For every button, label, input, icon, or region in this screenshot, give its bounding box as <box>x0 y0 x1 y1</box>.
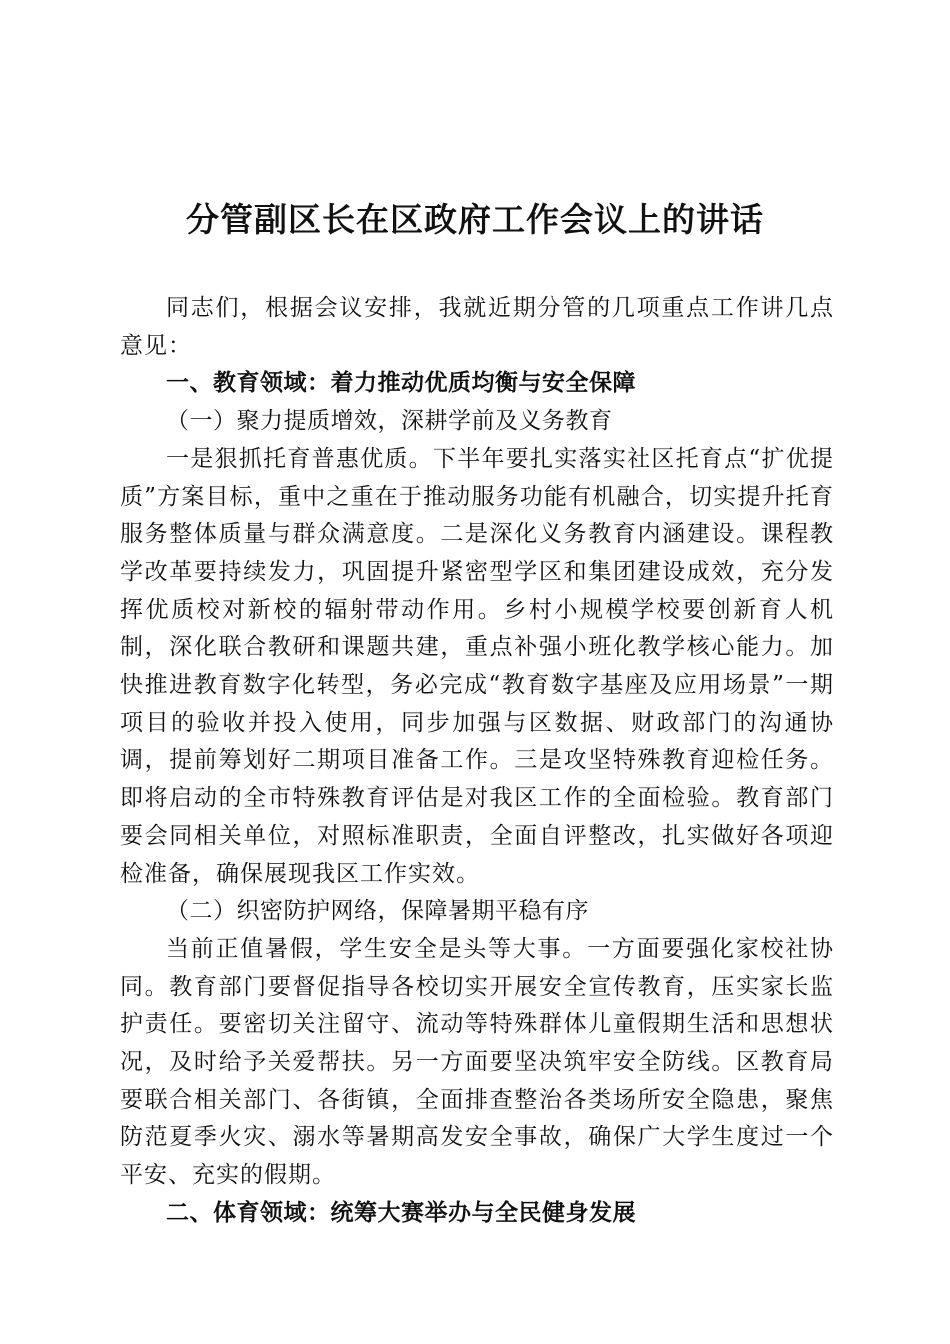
subsection-heading-quality: （一）聚力提质增效，深耕学前及义务教育 <box>166 408 613 435</box>
document-body <box>120 290 834 1233</box>
section-heading-education: 一、教育领域：着力推动优质均衡与安全保障 <box>166 370 636 397</box>
document-title: 分管副区长在区政府工作会议上的讲话 <box>186 200 764 239</box>
opening-paragraph: 同志们，根据会议安排，我就近期分管的几项重点工作讲几点意见： <box>120 295 834 359</box>
subsection-heading-safety: （二）织密防护网络，保障暑期平稳有序 <box>166 898 589 925</box>
body-paragraph-safety: 当前正值暑假，学生安全是头等大事。一方面要强化家校社协同。教育部门要督促指导各校切实开展安全宣传教育，压实家长监护责任。要密切关注留守、流动等特殊群体儿童假期生活和思想状况，及时给予关爱帮扶。另一方面要坚决筑牢安全防线。区教育局要联合相关部门、各街镇，全面排查整治各类场所安全隐患，聚焦防范夏季火灾、溺水等暑期高发安全事故，确保广大学生度过一个平安、充实的假期。 <box>120 935 834 1189</box>
body-paragraph-education: 一是狠抓托育普惠优质。下半年要扎实落实社区托育点“扩优提质”方案目标，重中之重在于推动服务功能有机融合，切实提升托育服务整体质量与群众满意度。二是深化义务教育内涵建设。课程教学改革要持续发力，巩固提升紧密型学区和集团建设成效，充分发挥优质校对新校的辐射带动作用。乡村小规模学校要创新育人机制，深化联合教研和课题共建，重点补强小班化教学核心能力。加快推进教育数字化转型，务必完成“教育数字基座及应用场景”一期项目的验收并投入使用，同步加强与区数据、财政部门的沟通协调，提前筹划好二期项目准备工作。三是攻坚特殊教育迎检任务。即将启动的全市特殊教育评估是对我区工作的全面检验。教育部门要会同相关单位，对照标准职责，全面自评整改，扎实做好各项迎检准备，确保展现我区工作实效。 <box>120 445 834 887</box>
section-heading-sports: 二、体育领域：统筹大赛举办与全民健身发展 <box>166 1199 636 1226</box>
